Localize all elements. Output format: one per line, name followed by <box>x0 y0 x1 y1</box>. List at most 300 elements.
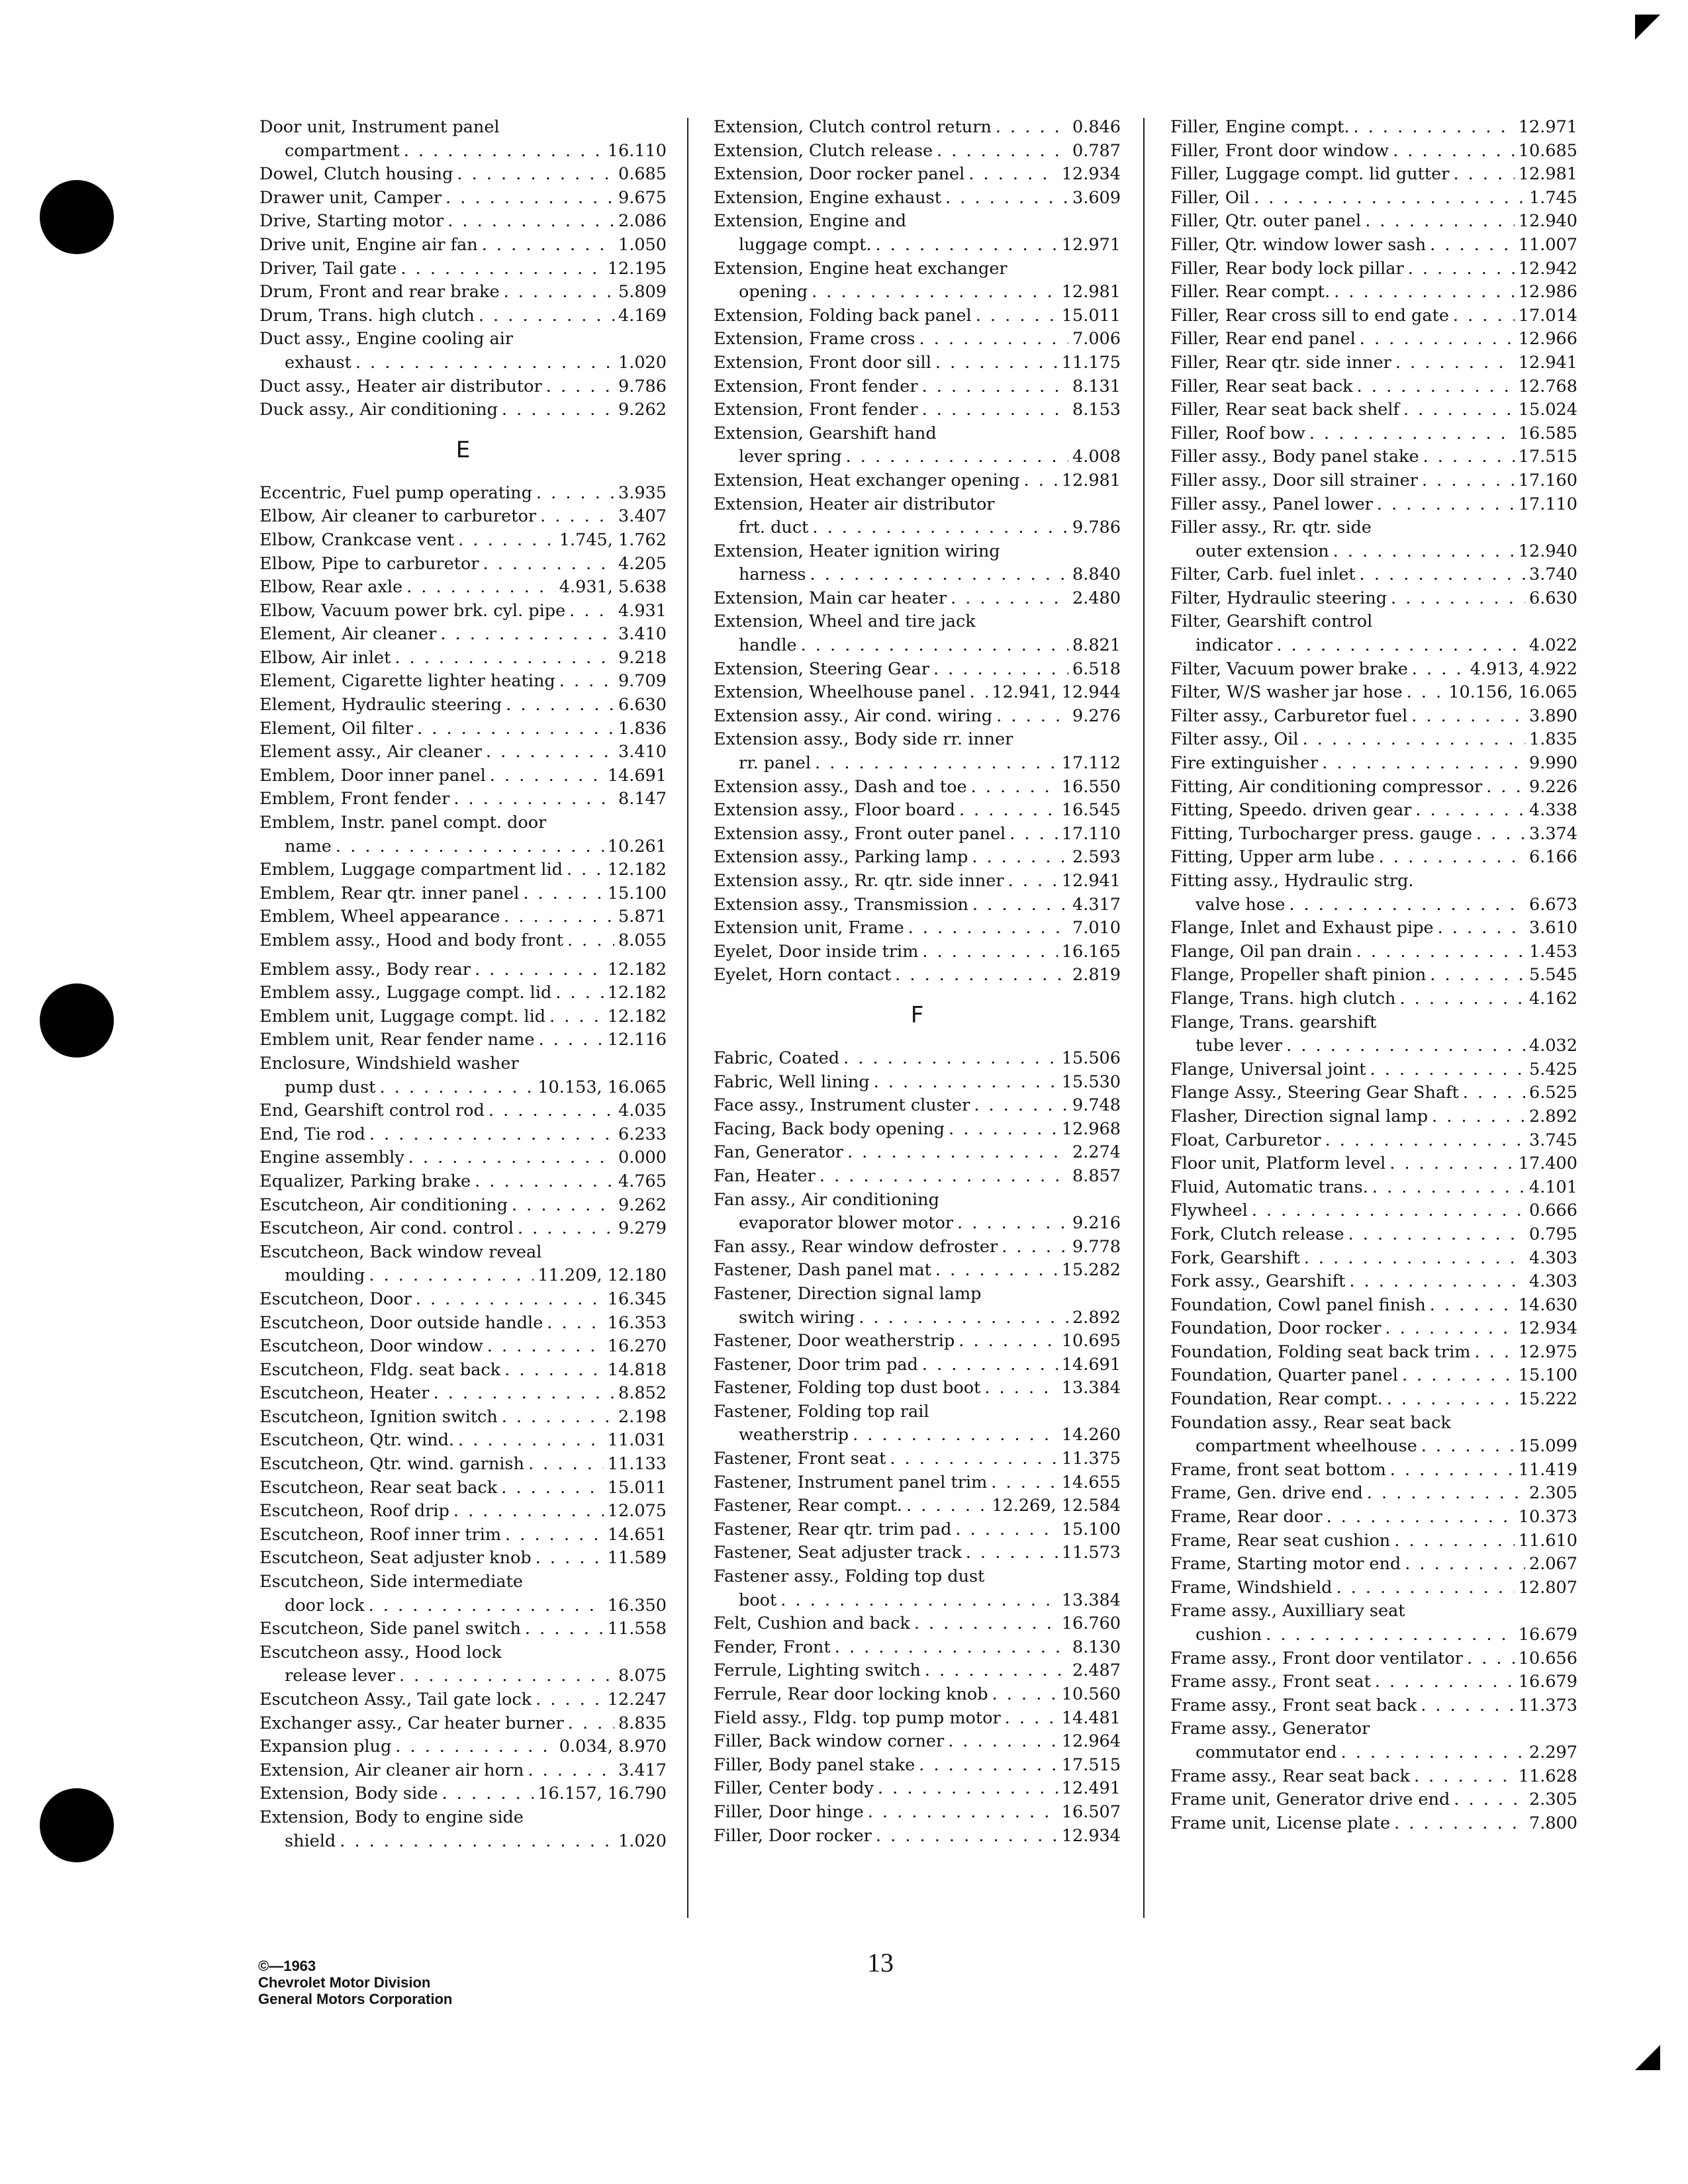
entry-reference: 12.269, 12.584 <box>992 1496 1121 1516</box>
dot-leader <box>379 1076 534 1100</box>
entry-label: luggage compt. <box>739 234 872 255</box>
index-entry <box>714 375 1121 399</box>
entry-reference: 9.262 <box>618 1195 667 1215</box>
entry-reference: 16.270 <box>607 1336 667 1357</box>
index-entry <box>1170 1788 1577 1812</box>
entry-reference: 8.840 <box>1072 565 1121 585</box>
index-entry <box>259 553 667 576</box>
entry-label: Extension, Engine heat exchanger <box>714 258 1008 279</box>
entry-reference: 6.166 <box>1528 847 1577 868</box>
entry-reference: 3.410 <box>618 742 667 762</box>
entry-label: Filler, Qtr. outer panel <box>1170 211 1362 232</box>
entry-label: Fire extinguisher <box>1170 753 1319 774</box>
copyright-notice <box>258 1958 452 2007</box>
entry-reference: 4.931 <box>618 600 667 621</box>
index-entry <box>259 858 667 882</box>
dot-leader <box>555 981 603 1005</box>
dot-leader <box>1399 987 1525 1011</box>
entry-label: Frame assy., Front seat back <box>1170 1695 1417 1715</box>
dot-leader <box>1360 328 1515 351</box>
entry-reference: 9.990 <box>1528 753 1577 774</box>
entry-reference: 10.153, 16.065 <box>538 1077 667 1097</box>
dot-leader <box>1252 1199 1525 1223</box>
dot-leader <box>959 1330 1058 1353</box>
entry-label: Frame, Rear door <box>1170 1507 1323 1527</box>
entry-label: Escutcheon, Ignition switch <box>259 1406 498 1427</box>
index-entry <box>714 610 1121 634</box>
index-entry <box>1170 398 1577 422</box>
dot-leader <box>512 1194 614 1218</box>
entry-label: Facing, Back body opening <box>714 1118 945 1139</box>
column-divider-1 <box>687 118 688 1918</box>
entry-reference: 12.182 <box>607 860 667 880</box>
entry-label: Escutcheon Assy., Tail gate lock <box>259 1690 532 1709</box>
dot-leader <box>416 1288 604 1312</box>
index-entry <box>259 281 667 304</box>
index-entry <box>259 929 667 953</box>
index-entry <box>714 1259 1121 1283</box>
dot-leader <box>399 1664 614 1688</box>
entry-reference: 2.067 <box>1528 1554 1577 1574</box>
entry-reference: 12.940 <box>1518 211 1577 232</box>
dot-leader <box>1422 469 1515 493</box>
entry-reference: 15.099 <box>1518 1436 1577 1457</box>
dot-leader <box>972 893 1068 917</box>
index-entry <box>1170 1623 1577 1647</box>
entry-label: Felt, Cushion and back <box>714 1614 910 1634</box>
entry-label: Emblem assy., Body rear <box>259 959 471 979</box>
index-entry <box>1170 1576 1577 1600</box>
entry-reference: 12.971 <box>1061 234 1121 255</box>
entry-label: Fan, Heater <box>714 1165 816 1186</box>
entry-reference: 1.836 <box>618 718 667 739</box>
index-entry <box>1170 610 1577 634</box>
dot-leader <box>1353 116 1514 140</box>
index-entry <box>714 1306 1121 1330</box>
dot-leader <box>1309 422 1515 446</box>
entry-reference: 14.818 <box>607 1359 667 1380</box>
entry-label: Frame assy., Front seat <box>1170 1672 1371 1692</box>
entry-label: Flasher, Direction signal lamp <box>1170 1106 1429 1126</box>
entry-label: Filler, Back window corner <box>714 1731 945 1752</box>
index-entry <box>1170 1812 1577 1836</box>
index-entry <box>714 563 1121 587</box>
entry-reference: 9.778 <box>1072 1236 1121 1257</box>
entry-label: Filler, Engine compt. <box>1170 117 1350 137</box>
entry-reference: 8.130 <box>1072 1637 1121 1657</box>
dot-leader <box>925 1659 1068 1683</box>
index-entry <box>1170 1412 1577 1435</box>
index-entry <box>1170 1199 1577 1223</box>
index-entry <box>1170 987 1577 1011</box>
index-entry <box>259 1194 667 1218</box>
entry-label: Escutcheon, Qtr. wind. garnish <box>259 1454 524 1475</box>
entry-label: Extension, Steering Gear <box>714 659 929 679</box>
dot-leader <box>1023 469 1057 493</box>
dot-leader <box>504 281 614 304</box>
index-entry <box>714 1071 1121 1095</box>
index-entry <box>259 1382 667 1406</box>
entry-reference: 12.981 <box>1061 282 1121 302</box>
entry-label: Extension, Heat exchanger opening <box>714 470 1020 490</box>
index-entry <box>1170 563 1577 587</box>
entry-reference: 6.673 <box>1528 894 1577 915</box>
dot-leader <box>876 1825 1058 1848</box>
entry-label: frt. duct <box>739 518 809 538</box>
index-entry <box>1170 752 1577 776</box>
index-entry <box>1170 328 1577 351</box>
dot-leader <box>1421 1694 1515 1718</box>
entry-label: Flange, Inlet and Exhaust pipe <box>1170 918 1434 938</box>
index-entry <box>1170 1317 1577 1341</box>
dot-leader <box>922 375 1068 399</box>
entry-label: Extension, Front door sill <box>714 352 931 373</box>
dot-leader <box>1463 1081 1525 1105</box>
entry-label: Filler, Roof bow <box>1170 423 1305 443</box>
entry-reference: 9.786 <box>618 376 667 396</box>
dot-leader <box>780 1589 1057 1613</box>
index-entry <box>714 1801 1121 1825</box>
entry-reference: 6.525 <box>1528 1083 1577 1103</box>
index-entry <box>259 398 667 422</box>
dot-leader <box>1304 1247 1525 1271</box>
dot-leader <box>536 1547 604 1570</box>
index-entry <box>259 764 667 788</box>
entry-reference: 10.156, 16.065 <box>1448 682 1577 703</box>
entry-label: Fork, Clutch release <box>1170 1224 1344 1244</box>
dot-leader <box>504 1359 604 1383</box>
entry-reference: 14.691 <box>607 765 667 786</box>
entry-reference: 17.110 <box>1061 823 1121 844</box>
dot-leader <box>959 799 1058 823</box>
entry-label: Extension, Folding back panel <box>714 305 972 326</box>
dot-leader <box>546 375 614 399</box>
index-entry <box>714 210 1121 234</box>
entry-label: Filler. Rear compt. <box>1170 282 1331 302</box>
dot-leader <box>1336 1576 1514 1600</box>
index-entry <box>1170 1152 1577 1176</box>
entry-reference: 11.373 <box>1518 1695 1577 1715</box>
index-entry <box>1170 917 1577 940</box>
index-entry <box>1170 1364 1577 1388</box>
entry-label: Escutcheon, Heater <box>259 1383 430 1404</box>
dot-leader <box>1341 1741 1525 1765</box>
dot-leader <box>1412 658 1466 682</box>
index-entry <box>1170 823 1577 846</box>
entry-label: Frame assy., Auxilliary seat <box>1170 1601 1405 1621</box>
index-entry <box>1170 1717 1577 1741</box>
entry-reference: 6.518 <box>1072 659 1121 679</box>
index-entry <box>259 304 667 328</box>
dot-leader <box>1387 1388 1515 1412</box>
entry-reference: 3.890 <box>1528 705 1577 726</box>
dot-leader <box>937 140 1068 163</box>
entry-label: Fastener, Door trim pad <box>714 1354 918 1375</box>
entry-label: Drive unit, Engine air fan <box>259 234 478 255</box>
dot-leader <box>569 600 614 623</box>
entry-label: Extension, Heater ignition wiring <box>714 541 1000 561</box>
dot-leader <box>1348 1223 1525 1247</box>
index-entry <box>714 658 1121 682</box>
dot-leader <box>1333 540 1515 564</box>
index-entry <box>1170 1176 1577 1200</box>
entry-label: Extension assy., Body side rr. inner <box>714 729 1013 750</box>
entry-reference: 12.981 <box>1518 164 1577 185</box>
entry-label: Field assy., Fldg. top pump motor <box>714 1707 1001 1728</box>
index-entry <box>1170 705 1577 729</box>
entry-label: Foundation, Cowl panel finish <box>1170 1295 1426 1315</box>
entry-label: tube lever <box>1196 1036 1283 1056</box>
entry-reference: 12.940 <box>1518 541 1577 561</box>
index-entry <box>1170 1034 1577 1058</box>
index-entry <box>1170 422 1577 446</box>
entry-reference: 14.655 <box>1061 1472 1121 1492</box>
index-entry <box>1170 257 1577 281</box>
dot-leader <box>974 1094 1068 1118</box>
dot-leader <box>976 304 1058 328</box>
dot-leader <box>1415 799 1525 823</box>
entry-reference: 3.610 <box>1528 918 1577 938</box>
index-entry <box>714 634 1121 658</box>
dot-leader <box>922 1353 1058 1377</box>
dot-leader <box>984 1377 1057 1400</box>
entry-label: Elbow, Rear axle <box>259 577 403 598</box>
dot-leader <box>1476 823 1525 846</box>
entry-reference: 12.975 <box>1518 1342 1577 1362</box>
index-entry <box>259 670 667 694</box>
entry-reference: 2.305 <box>1528 1790 1577 1810</box>
dot-leader <box>853 1424 1058 1447</box>
entry-label: Extension, Engine exhaust <box>714 187 941 208</box>
entry-label: Fan assy., Air conditioning <box>714 1189 939 1210</box>
entry-reference: 4.303 <box>1528 1271 1577 1292</box>
entry-label: Frame unit, Generator drive end <box>1170 1790 1450 1810</box>
dot-leader <box>567 858 604 882</box>
entry-reference: 2.274 <box>1072 1142 1121 1163</box>
index-entry <box>259 1735 667 1759</box>
entry-label: Extension, Heater air distributor <box>714 494 995 514</box>
index-entry <box>259 1170 667 1194</box>
dot-leader <box>875 234 1057 257</box>
entry-label: Filler, Front door window <box>1170 140 1389 161</box>
entry-label: Floor unit, Platform level <box>1170 1154 1386 1174</box>
index-entry <box>714 1494 1121 1518</box>
index-entry <box>259 623 667 647</box>
dot-leader <box>1395 351 1515 375</box>
dot-leader <box>919 1754 1058 1778</box>
index-entry <box>1170 1223 1577 1247</box>
entry-reference: 14.691 <box>1061 1354 1121 1375</box>
entry-reference: 9.276 <box>1072 705 1121 726</box>
index-entry <box>1170 870 1577 893</box>
dot-leader <box>549 1005 604 1029</box>
entry-label: Fastener assy., Folding top dust <box>714 1567 985 1587</box>
entry-reference: 17.515 <box>1061 1754 1121 1775</box>
entry-label: Float, Carburetor <box>1170 1130 1321 1150</box>
dot-leader <box>1289 893 1525 917</box>
index-entry <box>714 752 1121 776</box>
index-entry <box>1170 634 1577 658</box>
entry-label: Escutcheon, Back window reveal <box>259 1242 542 1262</box>
entry-reference: 1.050 <box>618 234 667 255</box>
dot-leader <box>908 917 1068 940</box>
entry-reference: 1.835 <box>1528 729 1577 750</box>
index-entry <box>714 234 1121 257</box>
entry-reference: 7.010 <box>1072 918 1121 938</box>
entry-reference: 12.968 <box>1061 1118 1121 1139</box>
index-entry <box>259 717 667 741</box>
entry-label: Elbow, Air cleaner to carburetor <box>259 506 537 527</box>
index-entry <box>714 1447 1121 1471</box>
index-entry <box>1170 1129 1577 1153</box>
entry-label: Frame assy., Generator <box>1170 1719 1370 1739</box>
index-entry <box>259 1570 667 1594</box>
entry-reference: 4.169 <box>618 305 667 326</box>
entry-reference: 10.560 <box>1061 1684 1121 1704</box>
index-entry <box>714 776 1121 799</box>
entry-reference: 16.157, 16.790 <box>538 1784 667 1804</box>
column-divider-2 <box>1143 118 1145 1918</box>
entry-label: Frame, Gen. drive end <box>1170 1483 1363 1504</box>
entry-reference: 8.131 <box>1072 376 1121 396</box>
index-entry <box>714 1330 1121 1353</box>
index-entry <box>259 1453 667 1477</box>
entry-label: Extension, Main car heater <box>714 588 947 608</box>
entry-label: Frame assy., Front door ventilator <box>1170 1648 1463 1668</box>
index-entry <box>259 647 667 670</box>
entry-label: Elbow, Crankcase vent <box>259 529 455 550</box>
dot-leader <box>336 835 604 859</box>
index-entry <box>1170 1270 1577 1294</box>
index-entry <box>714 1118 1121 1142</box>
entry-reference: 4.338 <box>1528 800 1577 821</box>
entry-reference: 16.165 <box>1061 941 1121 962</box>
entry-reference: 3.410 <box>618 624 667 645</box>
dot-leader <box>458 1429 604 1453</box>
entry-label: Fork, Gearshift <box>1170 1248 1300 1268</box>
index-entry <box>1170 1553 1577 1576</box>
dot-leader <box>1254 187 1525 210</box>
entry-reference: 9.262 <box>618 400 667 420</box>
entry-reference: 12.182 <box>607 1006 667 1026</box>
index-entry <box>714 1636 1121 1660</box>
entry-label: End, Gearshift control rod <box>259 1101 485 1121</box>
dot-leader <box>547 1312 603 1336</box>
index-entry <box>1170 587 1577 611</box>
entry-label: Escutcheon, Roof inner trim <box>259 1524 502 1545</box>
entry-reference: 11.209, 12.180 <box>538 1265 667 1286</box>
entry-reference: 0.685 <box>618 164 667 185</box>
index-entry <box>1170 163 1577 187</box>
entry-reference: 15.222 <box>1518 1389 1577 1410</box>
entry-label: Flange, Trans. high clutch <box>1170 988 1396 1009</box>
index-entry <box>1170 493 1577 517</box>
dot-leader <box>1002 1236 1068 1259</box>
dot-leader <box>935 1259 1058 1283</box>
entry-reference: 17.014 <box>1518 305 1577 326</box>
index-entry <box>714 587 1121 611</box>
index-entry <box>714 1565 1121 1589</box>
entry-reference: 8.147 <box>618 789 667 809</box>
entry-label: Emblem, Front fender <box>259 789 450 809</box>
entry-reference: 16.110 <box>607 140 667 161</box>
entry-label: Emblem unit, Rear fender name <box>259 1030 535 1050</box>
entry-label: Escutcheon, Roof drip <box>259 1501 449 1522</box>
index-entry <box>714 1094 1121 1118</box>
dot-leader <box>874 1071 1058 1095</box>
entry-label: Filler, Door rocker <box>714 1825 872 1846</box>
dot-leader <box>1421 1435 1515 1459</box>
entry-reference: 11.007 <box>1518 234 1577 255</box>
dot-leader <box>868 1801 1058 1825</box>
dot-leader <box>518 1217 614 1241</box>
index-entry <box>259 1617 667 1641</box>
dot-leader <box>489 1099 614 1123</box>
index-entry <box>1170 445 1577 469</box>
index-entry <box>714 846 1121 870</box>
index-entry <box>259 1759 667 1783</box>
entry-label: Fastener, Front seat <box>714 1449 886 1469</box>
entry-reference: 12.971 <box>1518 117 1577 137</box>
entry-label: evaporator blower motor <box>739 1213 954 1234</box>
entry-label: Foundation, Folding seat back trim <box>1170 1342 1471 1362</box>
dot-leader <box>406 576 555 600</box>
dot-leader <box>1370 1058 1525 1082</box>
entry-label: Escutcheon, Door window <box>259 1336 483 1357</box>
entry-label: Fastener, Dash panel mat <box>714 1260 931 1281</box>
entry-reference: 9.786 <box>1072 518 1121 538</box>
dot-leader <box>408 1146 614 1170</box>
entry-label: handle <box>739 635 797 656</box>
dot-leader <box>442 1782 534 1806</box>
index-entry <box>1170 1058 1577 1082</box>
index-entry <box>259 328 667 351</box>
index-entry <box>714 705 1121 729</box>
dot-leader <box>1008 870 1058 893</box>
dot-leader <box>1430 964 1525 987</box>
entry-reference: 16.545 <box>1061 800 1121 821</box>
entry-label: Elbow, Air inlet <box>259 647 391 668</box>
entry-label: Eccentric, Fuel pump operating <box>259 482 532 503</box>
entry-label: Emblem, Door inner panel <box>259 765 486 786</box>
dot-leader <box>1360 563 1525 587</box>
index-entry <box>714 1424 1121 1447</box>
index-entry <box>1170 658 1577 682</box>
index-entry <box>259 351 667 375</box>
entry-label: Fastener, Seat adjuster track <box>714 1543 962 1563</box>
entry-label: boot <box>739 1590 777 1610</box>
dot-leader <box>1349 1270 1525 1294</box>
index-entry <box>714 893 1121 917</box>
dot-leader <box>502 1406 614 1430</box>
corner-mark-bottom-right <box>1635 2045 1660 2070</box>
entry-reference: 11.610 <box>1518 1530 1577 1551</box>
index-entry <box>1170 1741 1577 1765</box>
entry-label: Drum, Front and rear brake <box>259 282 500 302</box>
entry-reference: 14.481 <box>1061 1707 1121 1728</box>
entry-reference: 12.768 <box>1518 376 1577 396</box>
dot-leader <box>906 1494 988 1518</box>
entry-reference: 13.384 <box>1061 1590 1121 1610</box>
entry-reference: 1.745 <box>1528 187 1577 208</box>
entry-reference: 8.821 <box>1072 635 1121 656</box>
index-entry <box>714 1236 1121 1259</box>
index-entry <box>1170 1388 1577 1412</box>
dot-leader <box>878 1777 1058 1801</box>
entry-reference: 2.297 <box>1528 1742 1577 1762</box>
entry-label: Flange, Trans. gearshift <box>1170 1012 1377 1032</box>
entry-label: Drive, Starting motor <box>259 211 444 232</box>
